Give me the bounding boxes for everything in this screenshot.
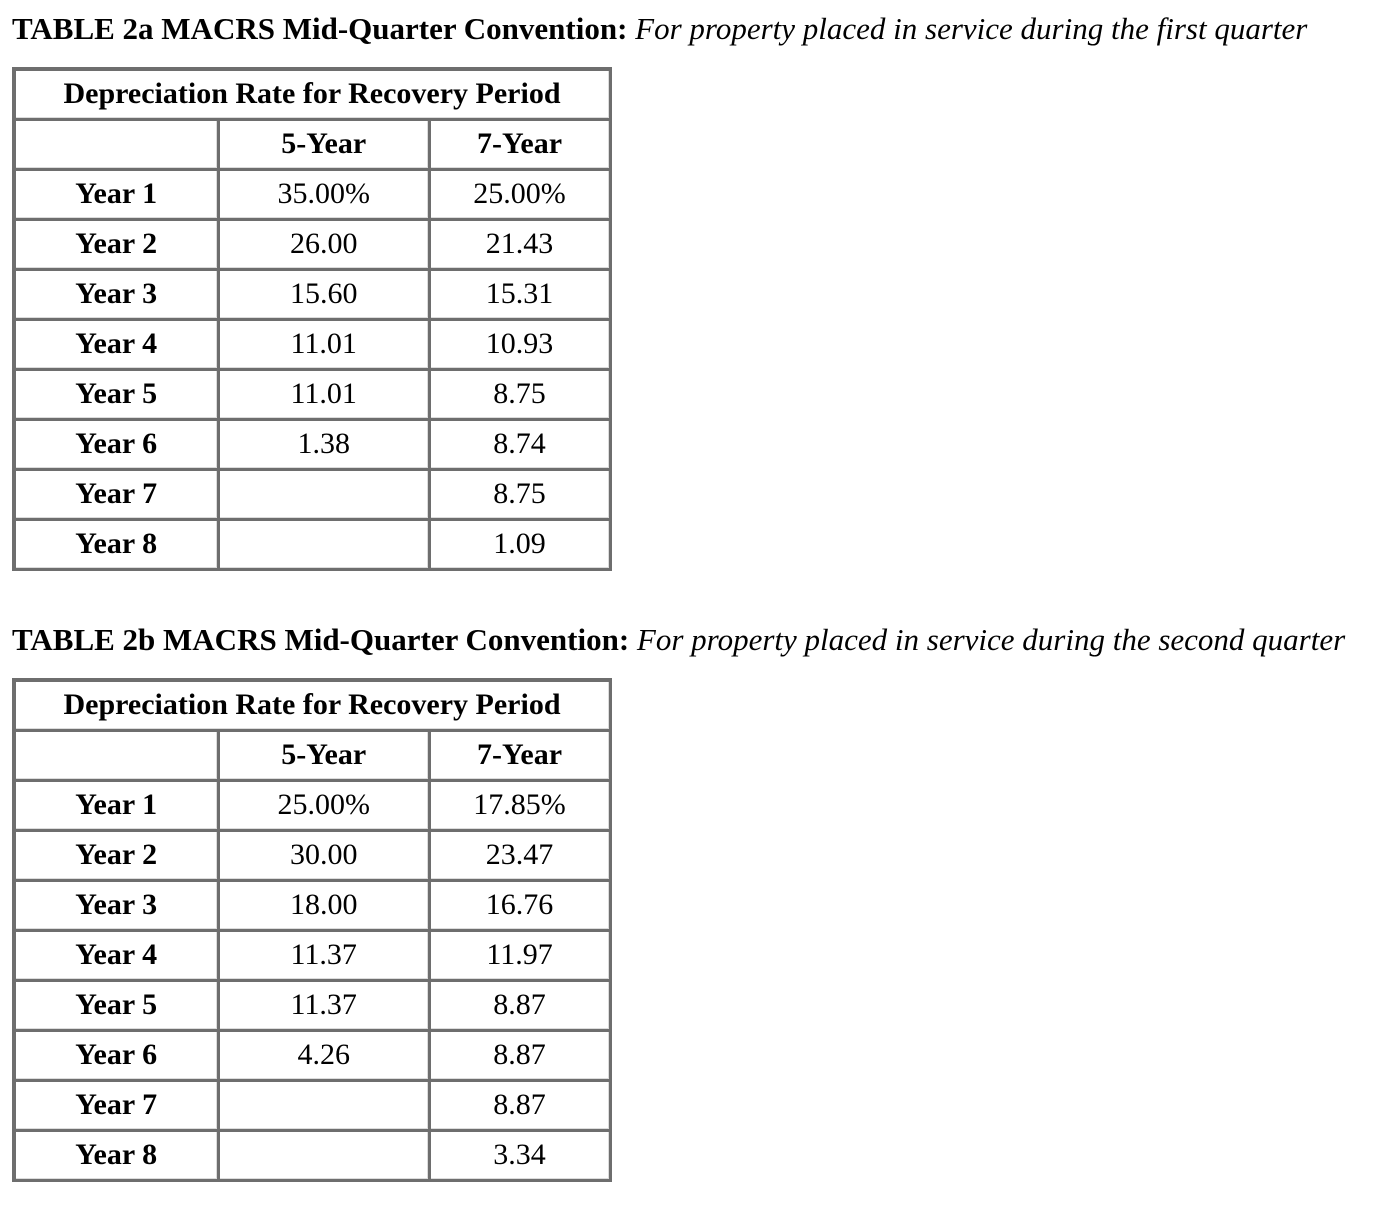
row-label: Year 7 [15,470,217,518]
table-header-row [15,70,609,118]
column-header-5-year: 5-Year [219,731,428,779]
rate-5-year: 11.37 [219,981,428,1029]
table-row [15,370,609,418]
rate-5-year: 26.00 [219,220,428,268]
table-row [15,470,609,518]
table-2b-section [12,619,1346,1171]
rate-7-year: 11.97 [430,931,609,979]
rate-5-year [219,520,428,568]
table-2a [12,67,612,571]
column-header-5-year: 5-Year [219,120,428,168]
rate-5-year: 35.00% [219,170,428,218]
rate-7-year: 21.43 [430,220,609,268]
table-row [15,881,609,929]
row-label: Year 4 [15,931,217,979]
rate-7-year: 23.47 [430,831,609,879]
table-2b-caption [12,619,1345,667]
table-2a-section [12,8,1308,560]
rate-7-year: 8.87 [430,1031,609,1079]
rate-5-year: 15.60 [219,270,428,318]
table-2b-caption-description: For property placed in service during the second quarter [636,622,1346,657]
table-row [15,781,609,829]
column-header-blank [15,120,217,168]
rate-5-year: 11.01 [219,370,428,418]
table-2a-caption-title: TABLE 2a MACRS Mid-Quarter Convention: [12,11,628,46]
table-header-row [15,681,609,729]
table-2a-caption [12,8,1307,56]
column-header-7-year: 7-Year [430,120,609,168]
rate-7-year: 15.31 [430,270,609,318]
table-row [15,420,609,468]
column-header-7-year: 7-Year [430,731,609,779]
table-row [15,1031,609,1079]
table-row [15,981,609,1029]
rate-7-year: 8.87 [430,981,609,1029]
row-label: Year 6 [15,1031,217,1079]
table-row [15,270,609,318]
row-label: Year 1 [15,781,217,829]
rate-5-year [219,470,428,518]
column-header-row [15,120,609,168]
rate-7-year: 8.87 [430,1081,609,1129]
table-row [15,831,609,879]
row-label: Year 2 [15,220,217,268]
row-label: Year 2 [15,831,217,879]
rate-5-year: 11.01 [219,320,428,368]
row-label: Year 4 [15,320,217,368]
table-row [15,320,609,368]
rate-7-year: 16.76 [430,881,609,929]
table-row [15,220,609,268]
row-label: Year 3 [15,270,217,318]
table-row [15,170,609,218]
row-label: Year 1 [15,170,217,218]
row-label: Year 3 [15,881,217,929]
rate-7-year: 8.75 [430,470,609,518]
table-row [15,931,609,979]
rate-5-year: 18.00 [219,881,428,929]
table-2a-header: Depreciation Rate for Recovery Period [15,70,609,118]
table-row [15,520,609,568]
table-2a-caption-description: For property placed in service during the first quarter [635,11,1308,46]
table-2b [12,678,612,1182]
rate-7-year: 17.85% [430,781,609,829]
rate-5-year [219,1081,428,1129]
rate-7-year: 25.00% [430,170,609,218]
rate-7-year: 8.75 [430,370,609,418]
rate-7-year: 10.93 [430,320,609,368]
column-header-blank [15,731,217,779]
rate-5-year: 1.38 [219,420,428,468]
rate-5-year [219,1131,428,1179]
row-label: Year 5 [15,981,217,1029]
row-label: Year 7 [15,1081,217,1129]
rate-7-year: 1.09 [430,520,609,568]
row-label: Year 8 [15,1131,217,1179]
rate-5-year: 4.26 [219,1031,428,1079]
row-label: Year 6 [15,420,217,468]
row-label: Year 8 [15,520,217,568]
rate-5-year: 25.00% [219,781,428,829]
table-2b-caption-title: TABLE 2b MACRS Mid-Quarter Convention: [12,622,630,657]
row-label: Year 5 [15,370,217,418]
table-row [15,1081,609,1129]
rate-5-year: 11.37 [219,931,428,979]
rate-7-year: 8.74 [430,420,609,468]
rate-5-year: 30.00 [219,831,428,879]
column-header-row [15,731,609,779]
table-row [15,1131,609,1179]
table-2b-header: Depreciation Rate for Recovery Period [15,681,609,729]
rate-7-year: 3.34 [430,1131,609,1179]
